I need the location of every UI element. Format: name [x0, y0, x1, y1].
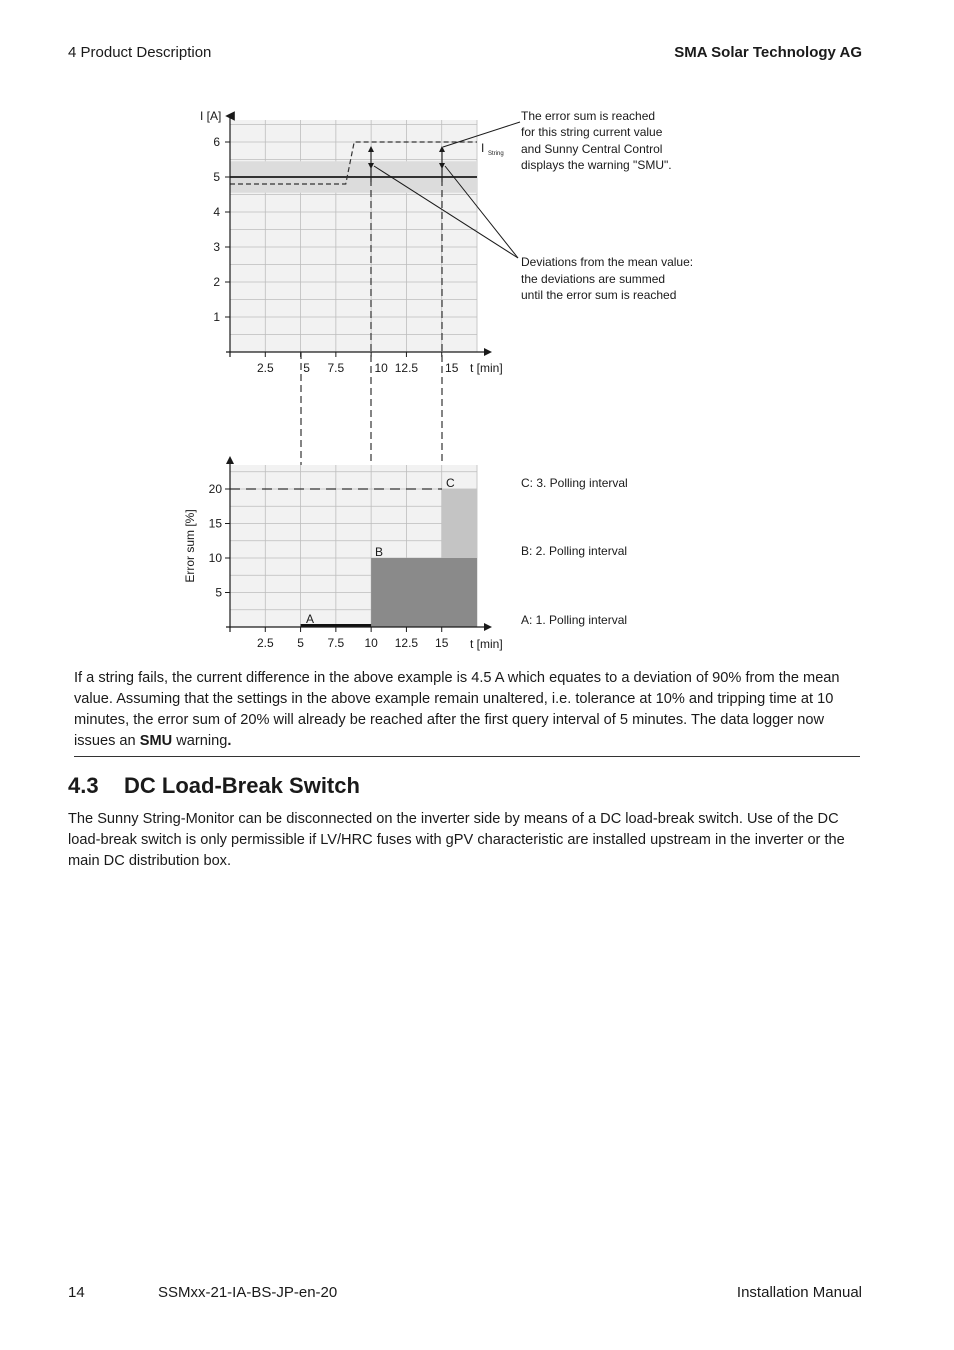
current-chart-x-arrow: [484, 348, 492, 356]
footer-manual: Installation Manual: [736, 1284, 862, 1301]
bar-label-c: C: [446, 476, 455, 490]
note-smu: SMU: [139, 733, 173, 749]
y-tick-label: 10: [208, 551, 222, 565]
x-tick-label: 7.5: [327, 636, 345, 650]
y-tick-label: 4: [213, 205, 220, 219]
string-failure-note: [74, 668, 860, 757]
section-title: DC Load-Break Switch: [124, 773, 360, 798]
header-company: SMA Solar Technology AG: [674, 44, 862, 61]
x-tick-label: 12.5: [394, 361, 419, 375]
current-chart: [200, 109, 696, 375]
x-tick-label: 7.5: [327, 361, 345, 375]
note-end: .: [227, 733, 232, 749]
note-text-1: If a string fails, the current difference in the above example is 4.5 A which equates to a deviation of 90% from the mean value. Assuming that the settings in the above example remain unaltered, i.e. tolerance at 10% and tripping time at 10 minutes, the error sum of 20% will already be reached after the first query interval of 5 minutes. The data logger now issues an: [74, 670, 840, 749]
error-sum-x-arrow: [484, 623, 492, 631]
y-tick-label: 20: [208, 482, 222, 496]
x-tick-label: 2.5: [256, 361, 274, 375]
current-chart-y-label: I [A]: [200, 109, 222, 123]
y-tick-label: 6: [213, 135, 220, 149]
error-sum-chart: [183, 456, 628, 651]
x-tick-label: 5: [297, 636, 304, 650]
bar-label-a: A: [306, 612, 315, 626]
x-tick-label: 12.5: [394, 636, 419, 650]
legend-c: C: 3. Polling interval: [521, 476, 628, 490]
footer-page-number: 14: [68, 1284, 85, 1301]
curve-label-subscript: String: [488, 151, 504, 157]
error-sum-x-ticks: [257, 627, 449, 650]
y-tick-label: 5: [213, 170, 220, 184]
current-chart-x-ticks: [257, 352, 459, 375]
footer-doc-code: SSMxx-21-IA-BS-JP-en-20: [158, 1284, 338, 1301]
legend-a: A: 1. Polling interval: [521, 613, 628, 627]
error-sum-x-label: t [min]: [470, 637, 503, 651]
error-sum-y-label: Error sum [%]: [183, 509, 197, 583]
x-tick-label: 15: [445, 361, 459, 375]
section-heading: [68, 773, 360, 799]
error-sum-annotation: The error sum is reached for this string current value and Sunny Central Control displays the warning "SMU".: [521, 109, 672, 172]
note-text-2: warning: [172, 733, 228, 749]
x-tick-label: 2.5: [256, 636, 274, 650]
section-number: 4.3: [68, 773, 99, 798]
x-tick-label: 10: [374, 361, 388, 375]
error-sum-y-arrow: [226, 456, 234, 464]
current-chart-y-ticks: [213, 135, 230, 324]
deviation-annotation: Deviations from the mean value: the deviations are summed until the error sum is reached: [521, 255, 694, 302]
error-sum-figure: [0, 100, 954, 660]
y-tick-label: 1: [213, 310, 220, 324]
y-tick-label: 3: [213, 240, 220, 254]
header-chapter: 4 Product Description: [68, 44, 212, 61]
y-tick-label: 5: [215, 585, 222, 600]
current-chart-x-label: t [min]: [470, 361, 503, 375]
error-sum-bar-b: [371, 558, 477, 627]
x-tick-label: 15: [435, 636, 449, 650]
y-tick-label: 2: [213, 275, 220, 289]
x-tick-label: 5: [303, 361, 310, 375]
section-body: The Sunny String-Monitor can be disconnected on the inverter side by means of a DC load-break switch. Use of the DC load-break switch is only permissible if LV/HRC fuses with gPV characteristic are installed upstream in the inverter or the main DC distribution box.: [68, 811, 845, 869]
y-tick-label: 15: [208, 516, 222, 531]
error-sum-y-ticks: [209, 482, 230, 600]
x-tick-label: 10: [364, 636, 378, 650]
curve-label: I: [481, 141, 485, 155]
bar-label-b: B: [375, 545, 384, 559]
legend-b: B: 2. Polling interval: [521, 544, 628, 558]
